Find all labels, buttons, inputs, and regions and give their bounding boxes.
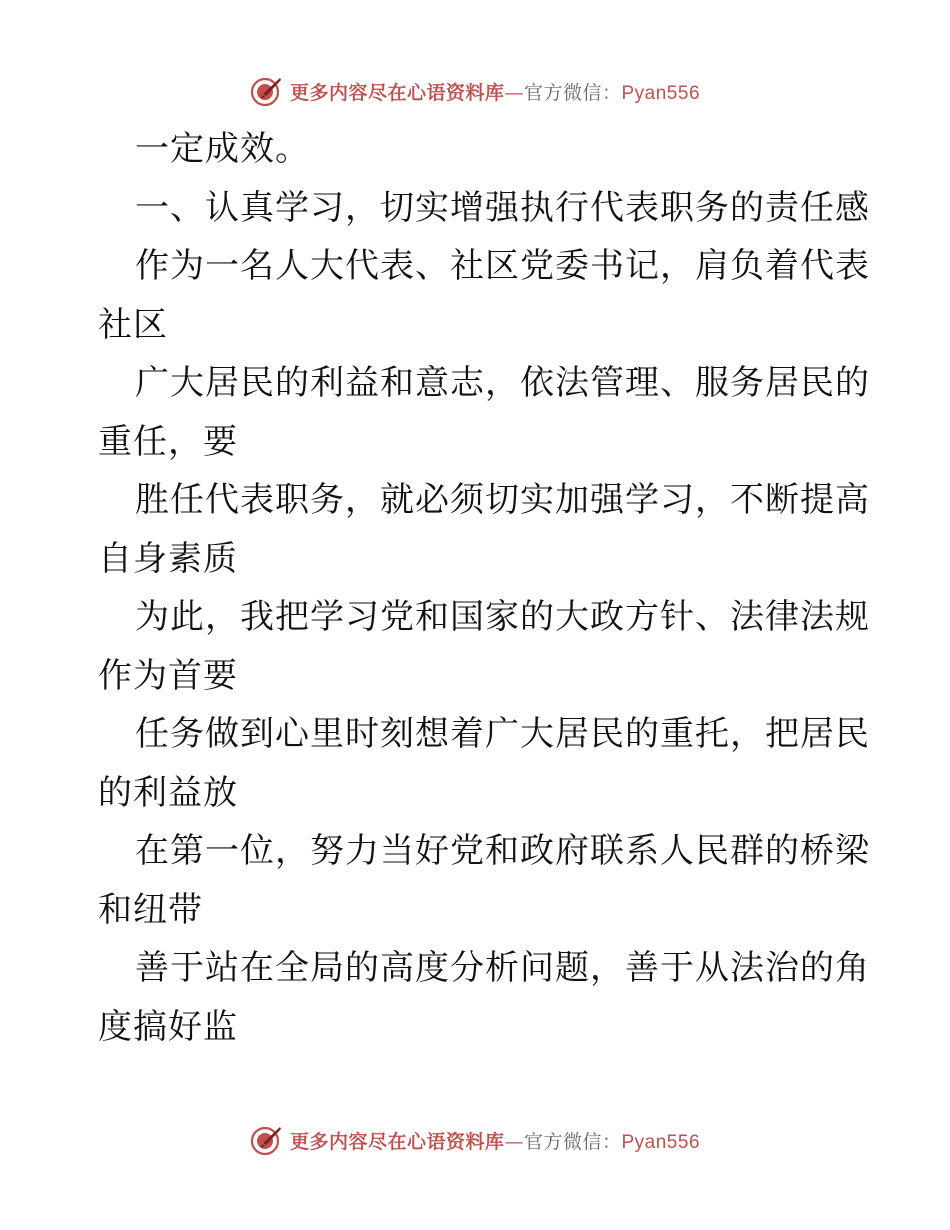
watermark-wechat-id: Pyan556 [621, 82, 701, 104]
watermark-text [290, 78, 700, 105]
watermark-text [290, 1127, 700, 1154]
header-watermark [0, 71, 950, 111]
watermark-dash: — [504, 1130, 524, 1153]
body-line: 重任，要 [98, 421, 238, 462]
watermark-wechat-label: 官方微信： [523, 81, 622, 104]
watermark-brand: 更多内容尽在心语资料库 [289, 1130, 505, 1153]
document-body [98, 120, 870, 1056]
body-line: 善于站在全局的高度分析问题，善于从法治的角 [135, 948, 870, 988]
body-line: 胜任代表职务，就必须切实加强学习，不断提高 [135, 480, 870, 520]
footer-watermark [0, 1120, 950, 1160]
quill-logo-icon [250, 1123, 284, 1157]
body-line: 广大居民的利益和意志，依法管理、服务居民的 [135, 363, 870, 403]
watermark-brand: 更多内容尽在心语资料库 [289, 81, 505, 104]
body-line: 任务做到心里时刻想着广大居民的重托，把居民 [135, 714, 870, 754]
watermark-dash: — [504, 81, 524, 104]
watermark-wechat-label: 官方微信： [523, 1130, 622, 1153]
body-line: 社区 [98, 304, 168, 345]
body-line: 自身素质 [98, 538, 238, 579]
body-line: 为此，我把学习党和国家的大政方针、法律法规 [135, 597, 870, 637]
body-line: 一定成效。 [135, 129, 310, 169]
body-line: 在第一位，努力当好党和政府联系人民群的桥梁 [135, 831, 870, 871]
section-heading: 一、认真学习，切实增强执行代表职务的责任感 [135, 187, 870, 228]
quill-logo-icon [250, 74, 284, 108]
body-line: 作为一名人大代表、社区党委书记，肩负着代表 [135, 246, 870, 286]
watermark-wechat-id: Pyan556 [621, 1131, 701, 1153]
body-line: 度搞好监 [98, 1006, 238, 1047]
body-line: 和纽带 [98, 889, 203, 930]
body-line: 作为首要 [98, 655, 238, 696]
body-line: 的利益放 [98, 772, 238, 813]
